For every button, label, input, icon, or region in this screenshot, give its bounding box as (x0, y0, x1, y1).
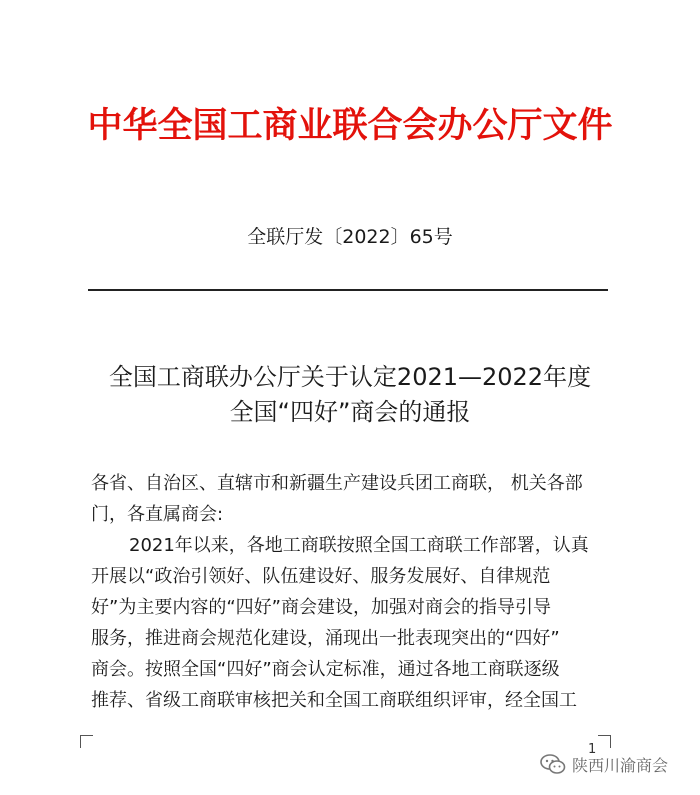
page-number: 1 (588, 742, 597, 757)
paragraph-line-3: 好”为主要内容的“四好”商会建设，加强对商会的指导引导 (91, 597, 551, 618)
margin-corner-mark-left (80, 735, 93, 748)
document-header-title: 中华全国工商业联合会办公厅文件 (87, 106, 613, 146)
paragraph-line-1: 2021年以来，各地工商联按照全国工商联工作部署，认真 (129, 535, 589, 556)
header-divider (88, 289, 608, 291)
salutation-line-1: 各省、自治区、直辖市和新疆生产建设兵团工商联， 机关各部 (91, 473, 583, 494)
paragraph-line-4: 服务，推进商会规范化建设，涌现出一批表现突出的“四好” (91, 628, 560, 649)
paragraph-line-6: 推荐、省级工商联审核把关和全国工商联组织评审，经全国工 (91, 690, 577, 711)
notice-title (0, 360, 700, 430)
watermark-text: 陕西川渝商会 (572, 755, 669, 775)
notice-title-line-1: 全国工商联办公厅关于认定2021—2022年度 (108, 363, 592, 391)
wechat-icon (540, 753, 566, 775)
document-number: 全联厅发〔2022〕65号 (247, 226, 453, 248)
notice-title-line-2: 全国“四好”商会的通报 (229, 398, 471, 426)
notice-body (91, 468, 621, 716)
salutation-line-2: 门，各直属商会: (91, 504, 224, 525)
paragraph-line-2: 开展以“政治引领好、队伍建设好、服务发展好、自律规范 (91, 566, 551, 587)
paragraph-line-5: 商会。按照全国“四好”商会认定标准，通过各地工商联逐级 (91, 659, 560, 680)
account-watermark (540, 751, 668, 777)
margin-corner-mark-right (598, 735, 611, 748)
